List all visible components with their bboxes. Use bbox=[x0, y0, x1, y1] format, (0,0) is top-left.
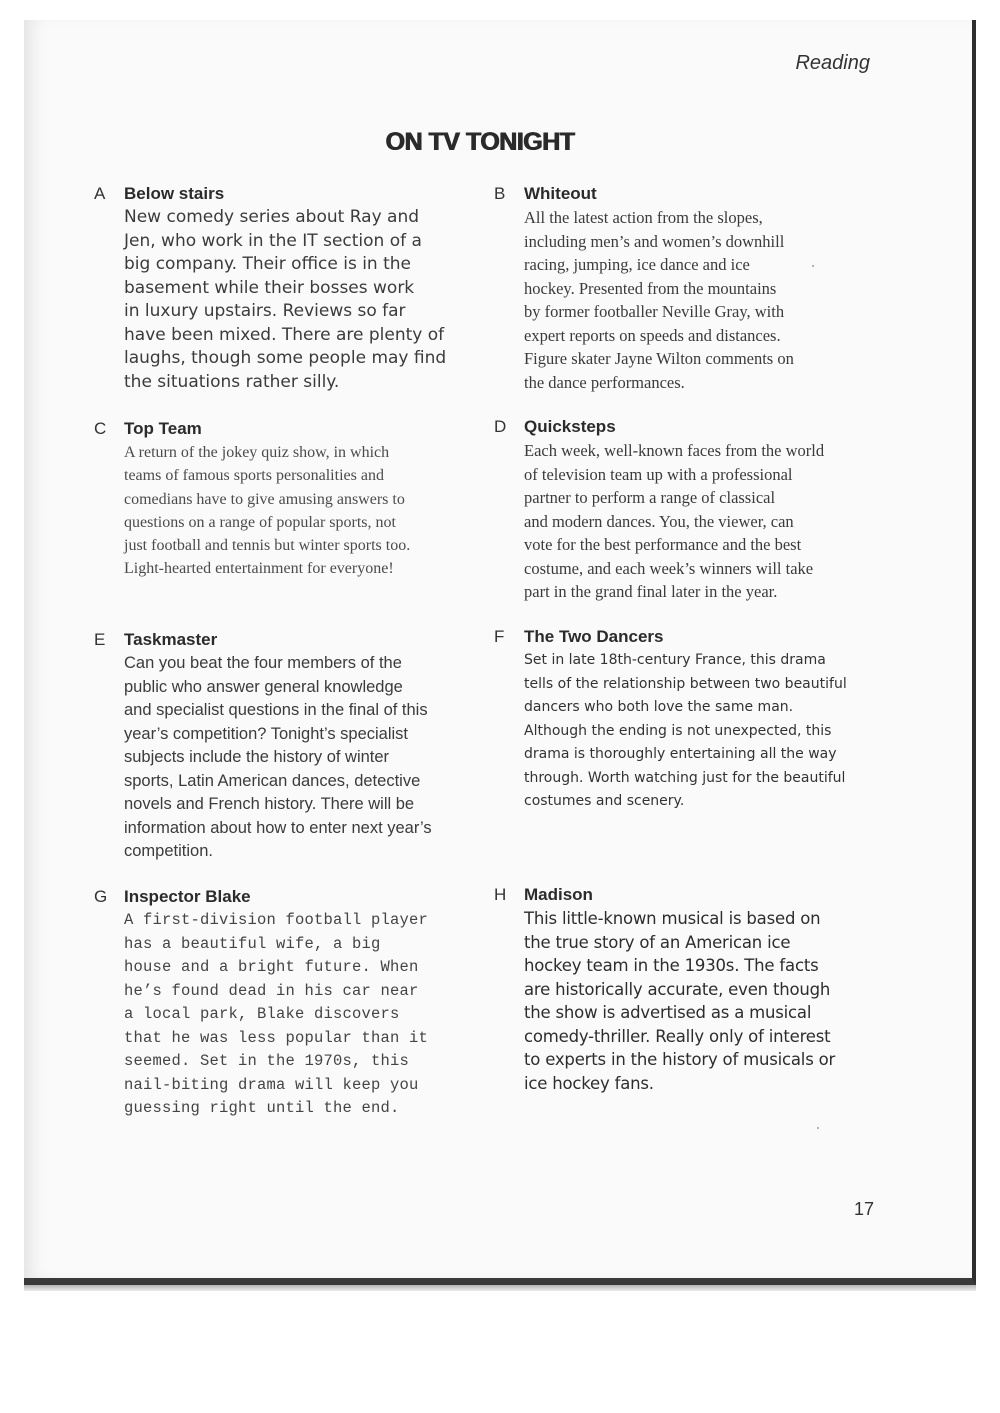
entry-d bbox=[494, 417, 914, 607]
entry-letter: F bbox=[494, 627, 505, 646]
scan-speck bbox=[817, 1127, 819, 1129]
entry-letter: A bbox=[94, 184, 106, 203]
entry-heading: Below stairs bbox=[124, 184, 225, 203]
scan-shadow bbox=[24, 1285, 976, 1291]
entry-heading: Top Team bbox=[124, 419, 202, 438]
entry-text: A return of the jokey quiz show, in which teams of famous sports personalities and comedians have to give amusing answers to questions on a range of popular sports, not just football and tennis but winter sports too. Light-hearted entertainment for everyone! bbox=[124, 444, 411, 578]
entry-text: This little-known musical is based on the true story of an American ice hockey team in the 1930s. The facts are historically accurate, even though the show is advertised as a musical comedy-thriller. Really only of interest to experts in the history of musicals or ice hockey fans. bbox=[524, 909, 836, 1093]
entry-text: Can you beat the four members of the public who answer general knowledge and specialist questions in the final of this year’s competition? Tonight’s specialist subjects include the history of winter sports, Latin American dances, detective novels and French history. There will be information about how to enter next year’s competition. bbox=[124, 654, 432, 860]
entry-letter: E bbox=[94, 630, 106, 649]
entry-heading: Madison bbox=[524, 885, 593, 904]
entry-h bbox=[494, 885, 914, 1105]
entry-f bbox=[494, 627, 914, 827]
entry-text: New comedy series about Ray and Jen, who work in the IT section of a big company. Their office is in the basement while their bosses work in luxury upstairs. Reviews so far have been mixed. There are plenty of laughs, though some people may find the situations rather silly. bbox=[124, 207, 447, 392]
page-number: 17 bbox=[853, 1199, 874, 1219]
running-head: Reading bbox=[795, 52, 870, 74]
entry-text: A first-division football player has a beautiful wife, a big house and a bright future. When he’s found dead in his car near a local park, Blake discovers that he was less popular than it seemed. Set in the 1970s, this nail-biting drama will keep you guessing right until the end. bbox=[124, 911, 429, 1117]
entry-e bbox=[94, 630, 494, 870]
entry-a bbox=[94, 184, 494, 404]
entry-heading: Whiteout bbox=[524, 184, 597, 203]
scan-speck bbox=[812, 265, 814, 267]
entry-heading: Inspector Blake bbox=[124, 887, 251, 906]
page-title: ON TV TONIGHT bbox=[385, 128, 575, 156]
entry-text: Set in late 18th-century France, this drama tells of the relationship between two beautiful dancers who both love the same man. Although the ending is not unexpected, this drama is thoroughly entertaining all the way through. Worth watching just for the beautiful costumes and scenery. bbox=[524, 652, 847, 809]
entry-heading: Quicksteps bbox=[524, 417, 616, 436]
entry-letter: D bbox=[494, 417, 507, 436]
entry-c bbox=[94, 419, 494, 589]
entry-heading: Taskmaster bbox=[124, 630, 218, 649]
entry-text: All the latest action from the slopes, including men’s and women’s downhill racing, jumping, ice dance and ice hockey. Presented from the mountains by former footballer Neville Gray, with expert reports on speeds and distances. Figure skater Jayne Wilton comments on the dance performances. bbox=[524, 208, 794, 392]
entry-heading: The Two Dancers bbox=[524, 627, 664, 646]
entry-letter: C bbox=[94, 419, 107, 438]
entry-b bbox=[494, 184, 914, 404]
entry-text: Each week, well-known faces from the world of television team up with a professional partner to perform a range of classical and modern dances. You, the viewer, can vote for the best performance and the best costume, and each week’s winners will take part in the grand final later in the year. bbox=[524, 441, 825, 601]
entry-g bbox=[94, 887, 494, 1127]
entry-letter: G bbox=[94, 887, 108, 906]
entry-letter: H bbox=[494, 885, 507, 904]
entry-letter: B bbox=[494, 184, 506, 203]
